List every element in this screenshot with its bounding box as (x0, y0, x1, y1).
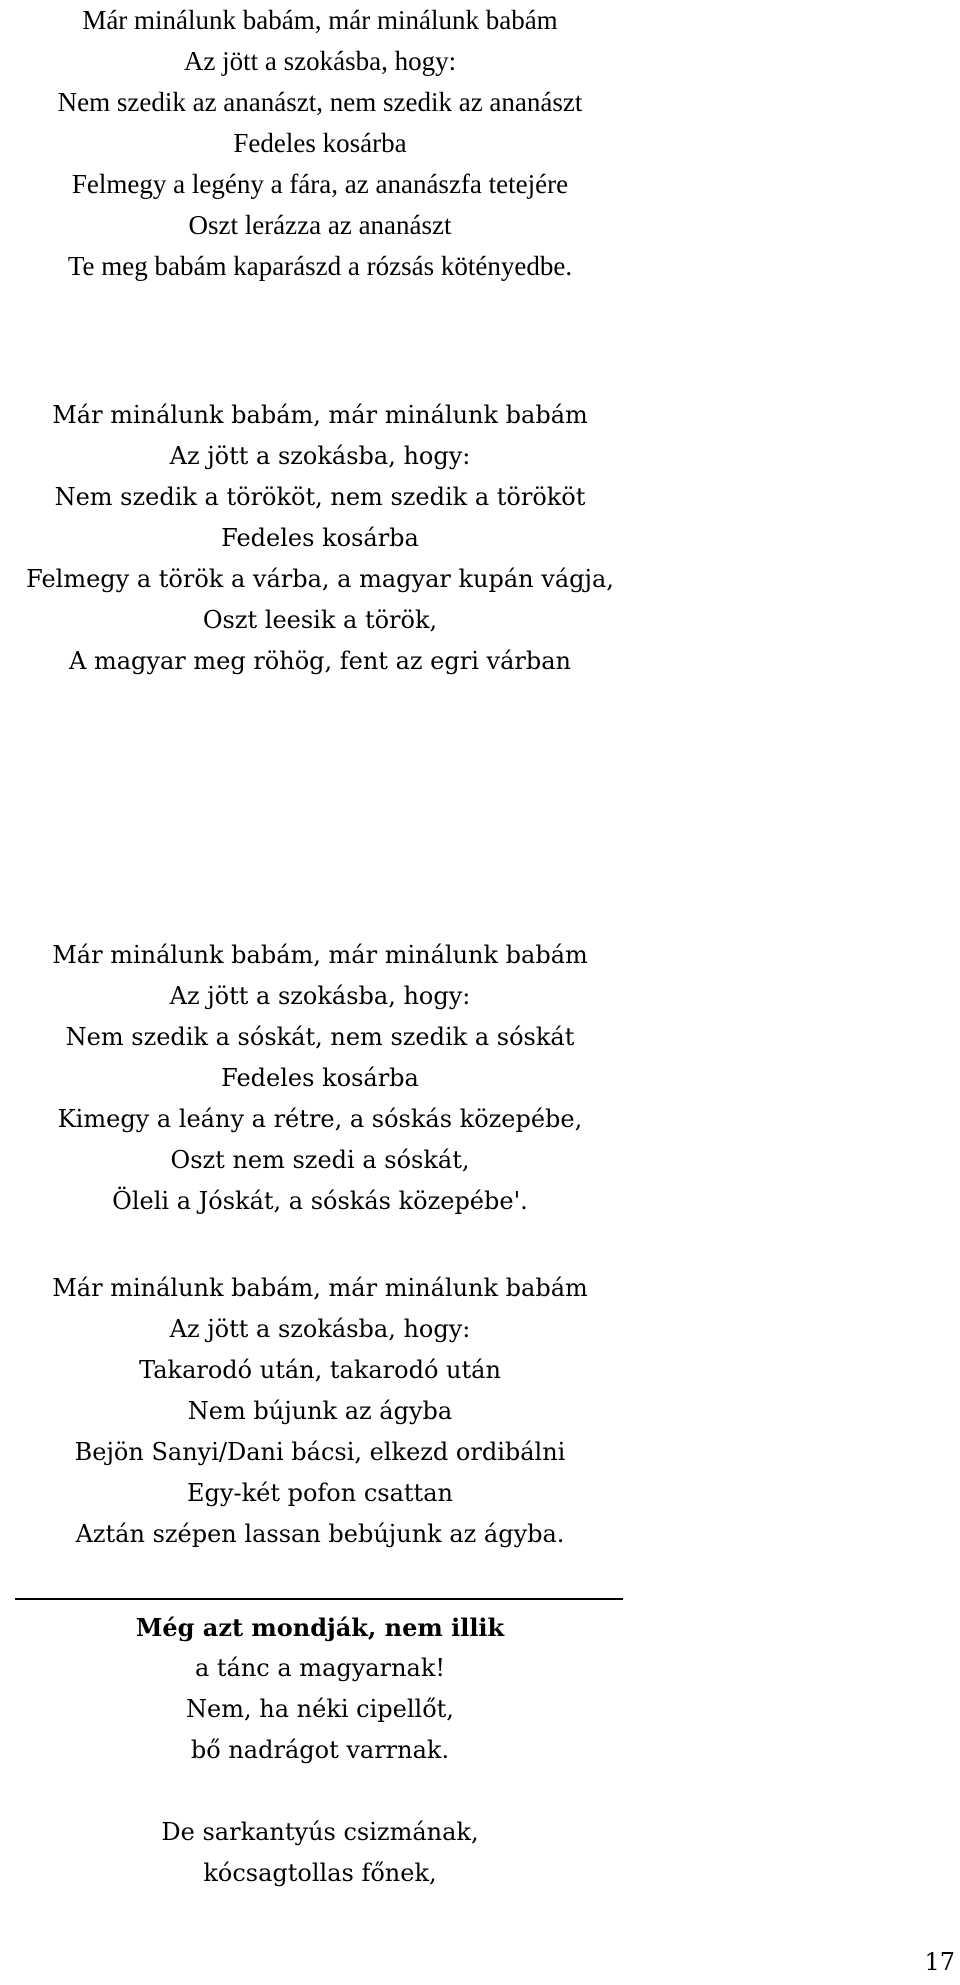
verse-line: De sarkantyús csizmának, (161, 1818, 479, 1846)
verse-line: kócsagtollas főnek, (203, 1859, 437, 1887)
section-divider (15, 1598, 623, 1600)
verse-heading-line: Még azt mondják, nem illik (135, 1613, 505, 1642)
verse-line: Felmegy a legény a fára, az ananászfa tetejére (71, 169, 569, 199)
verse-line: a tánc a magyarnak! (194, 1654, 446, 1682)
verse-line: Már minálunk babám, már minálunk babám (52, 401, 588, 429)
verse-line: Oszt lerázza az ananászt (188, 210, 452, 240)
stanza-soska (0, 935, 640, 1222)
verse-line: Felmegy a török a várba, a magyar kupán vágja, (26, 565, 614, 593)
verse-line: Fedeles kosárba (233, 128, 407, 158)
verse-line: Nem szedik a törököt, nem szedik a törököt (54, 483, 586, 511)
stanza-ananasz (0, 0, 640, 287)
verse-line: Öleli a Jóskát, a sóskás közepébe'. (112, 1187, 528, 1215)
verse-line: Nem bújunk az ágyba (187, 1397, 453, 1425)
verse-line: Az jött a szokásba, hogy: (169, 442, 471, 470)
verse-line: A magyar meg röhög, fent az egri várban (69, 647, 571, 675)
verse-line: Aztán szépen lassan bebújunk az ágyba. (75, 1520, 565, 1548)
verse-line: Nem szedik az ananászt, nem szedik az ananászt (57, 87, 583, 117)
verse-line: Bejön Sanyi/Dani bácsi, elkezd ordibálni (74, 1438, 566, 1466)
verse-line: Egy-két pofon csattan (187, 1479, 453, 1507)
stanza-torok (0, 395, 640, 682)
verse-line: Fedeles kosárba (221, 524, 419, 552)
page-number: 17 (924, 1948, 955, 1976)
verse-line: Nem, ha néki cipellőt, (186, 1695, 454, 1723)
verse-line: Takarodó után, takarodó után (139, 1356, 501, 1384)
verse-line: Oszt nem szedi a sóskát, (170, 1146, 470, 1174)
stanza-csizma (0, 1812, 640, 1894)
verse-line: Fedeles kosárba (221, 1064, 419, 1092)
verse-line: Már minálunk babám, már minálunk babám (52, 1274, 588, 1302)
verse-line: Az jött a szokásba, hogy: (169, 1315, 471, 1343)
verse-line: Már minálunk babám, már minálunk babám (52, 941, 588, 969)
verse-line: Te meg babám kaparászd a rózsás kötényedbe. (67, 251, 573, 281)
stanza-takarodo (0, 1268, 640, 1555)
verse-line: bő nadrágot varrnak. (190, 1736, 450, 1764)
verse-line: Már minálunk babám, már minálunk babám (82, 5, 558, 35)
verse-line: Kimegy a leány a rétre, a sóskás közepébe, (57, 1105, 583, 1133)
verse-line: Az jött a szokásba, hogy: (169, 982, 471, 1010)
verse-line: Oszt leesik a török, (202, 606, 438, 634)
verse-line: Az jött a szokásba, hogy: (183, 46, 457, 76)
stanza-tanc (0, 1607, 640, 1771)
verse-line: Nem szedik a sóskát, nem szedik a sóskát (65, 1023, 575, 1051)
